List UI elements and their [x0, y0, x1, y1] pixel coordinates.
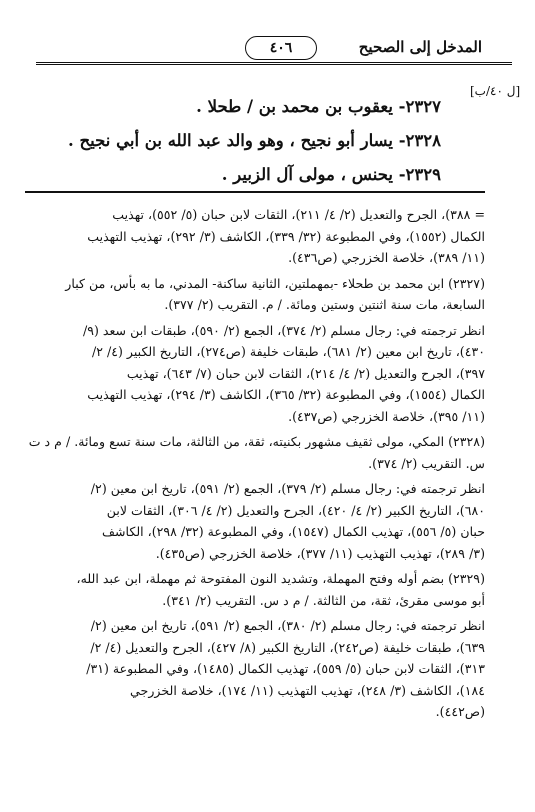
entry-2329: ٢٣٢٩- يحنس ، مولى آل الزبير .: [221, 165, 441, 184]
footnote-line: ٣٩٧)، الجرح والتعديل (٢/ ٤/ ٢١٤)، الثقات لابن حبان (٧/ ٦٤٣)، تهذيب: [126, 365, 485, 381]
running-header: [36, 36, 512, 64]
manuscript-folio-note: [ل ٤٠/ب]: [470, 84, 521, 98]
footnote-line: حبان (٥/ ٥٥٦)، تهذيب الكمال (١٥٤٧)، وفي المطبوعة (٣٢/ ٢٩٨)، الكاشف: [101, 524, 485, 539]
footnote-line: السابعة، مات سنة اثنتين وستين ومائة. / م. التقريب (٢/ ٣٧٧).: [164, 297, 485, 312]
footnote-line: (٢٣٢٨) المكي، مولى ثقيف مشهور بكنيته، ثقة، من الثالثة، مات سنة تسع ومائة. / م د ت: [28, 434, 485, 449]
footnote-line: (١١/ ٣٨٩)، خلاصة الخزرجي (ص٤٣٦).: [288, 250, 485, 265]
footnotes: [23, 204, 485, 727]
footnote-2327-sources: [23, 320, 485, 428]
footnote-2327: [23, 273, 485, 316]
footnote-line: ٦٣٩)، طبقات خليفة (ص٢٤٢)، التاريخ الكبير (٨/ ٤٢٧)، الجرح والتعديل (٤/ ٢/: [90, 639, 485, 655]
entry-2327: ٢٣٢٧- يعقوب بن محمد بن / طحلا .: [196, 97, 441, 116]
entry-2328: ٢٣٢٨- يسار أبو نجيح ، وهو والد عبد الله بن أبي نجيح .: [68, 131, 441, 150]
footnote-line: انظر ترجمته في: رجال مسلم (٢/ ٣٧٩)، الجمع (٢/ ٥٩١)، تاريخ ابن معين (٢/: [90, 481, 485, 496]
footnote-2329-sources: [23, 615, 485, 723]
footnote-line: انظر ترجمته في: رجال مسلم (٢/ ٣٨٠)، الجمع (٢/ ٥٩١)، تاريخ ابن معين (٢/: [90, 618, 485, 633]
footnote-line: (١١/ ٣٩٥)، خلاصة الخزرجي (ص٤٣٧).: [288, 408, 485, 424]
footnote-line: س. التقريب (٢/ ٣٧٤).: [368, 455, 485, 471]
page-number: ٤٠٦: [245, 36, 317, 60]
book-title: المدخل إلى الصحيح: [358, 38, 482, 56]
footnote-2328-sources: [23, 478, 485, 564]
footnote-line: ٣١٣)، الثقات لابن حبان (٥/ ٥٥٩)، تهذيب الكمال (١٤٨٥)، وفي المطبوعة (٣١/: [86, 661, 485, 676]
footnote-line: (٣/ ٢٨٩)، تهذيب التهذيب (١١/ ٣٧٧)، خلاصة الخزرجي (ص٤٣٥).: [155, 545, 485, 561]
narrator-entries: [41, 90, 441, 192]
footnote-line: = ٣٨٨)، الجرح والتعديل (٢/ ٤/ ٢١١)، الثقات لابن حبان (٥/ ٥٥٢)، تهذيب: [112, 207, 485, 222]
footnote-divider: [25, 191, 485, 193]
footnote-2328: [23, 431, 485, 474]
footnote-line: (٢٣٢٧) ابن محمد بن طحلاء -بمهملتين، الثانية ساكنة- المدني، ما به بأس، من كبار: [65, 275, 485, 291]
footnote-line: ٦٨٠)، التاريخ الكبير (٢/ ٤/ ٤٢٠)، الجرح والتعديل (٢/ ٤/ ٣٠٦)، الثقات لابن: [106, 502, 485, 518]
header-rule: [36, 62, 512, 65]
footnote-line: الكمال (١٥٥٤)، وفي المطبوعة (٣٢/ ٣٦٥)، الكاشف (٣/ ٢٩٤)، تهذيب التهذيب: [87, 387, 485, 402]
footnote-continuation: [23, 204, 485, 269]
footnote-line: (٢٣٢٩) بضم أوله وفتح المهملة، وتشديد النون المفتوحة ثم مهملة، ابن عبد الله،: [76, 571, 485, 586]
footnote-line: الكمال (١٥٥٢)، وفي المطبوعة (٣٢/ ٣٣٩)، الكاشف (٣/ ٢٩٢)، تهذيب التهذيب: [87, 228, 485, 244]
footnote-line: انظر ترجمته في: رجال مسلم (٢/ ٣٧٤)، الجمع (٢/ ٥٩٠)، طبقات ابن سعد (٩/: [82, 322, 485, 338]
footnote-line: (ص٤٤٢).: [435, 704, 485, 719]
footnote-line: أبو موسى مقرئ، ثقة، من الثالثة. / م د س. التقريب (٢/ ٣٤١).: [162, 592, 485, 608]
footnote-line: ٤٣٠)، تاريخ ابن معين (٢/ ٦٨١)، طبقات خليفة (ص٢٧٤)، التاريخ الكبير (٤/ ٢/: [91, 344, 485, 359]
footnote-2329: [23, 568, 485, 611]
footnote-line: ١٨٤)، الكاشف (٣/ ٢٤٨)، تهذيب التهذيب (١١/ ١٧٤)، خلاصة الخزرجي: [130, 682, 485, 698]
